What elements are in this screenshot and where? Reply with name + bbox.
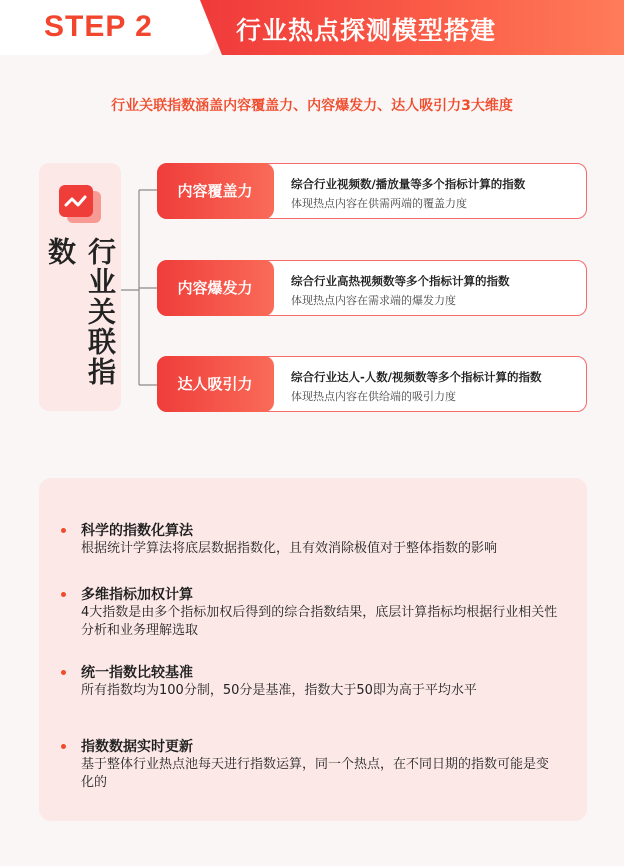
dimension-label: 内容爆发力 bbox=[157, 260, 274, 316]
features-panel bbox=[39, 478, 587, 821]
dimension-sub: 体现热点内容在供给端的吸引力度 bbox=[291, 390, 456, 403]
dimension-label: 达人吸引力 bbox=[157, 356, 274, 412]
chart-card-icon bbox=[57, 183, 105, 227]
connector-lines bbox=[121, 160, 161, 420]
dimension-main: 综合行业高热视频数等多个指标计算的指数 bbox=[291, 274, 510, 288]
feature-desc: 所有指数均为100分制，50分是基准，指数大于50即为高于平均水平 bbox=[81, 683, 477, 698]
dimension-label: 内容覆盖力 bbox=[157, 163, 274, 219]
step-label: STEP 2 bbox=[44, 10, 153, 43]
bullet-dot bbox=[61, 744, 66, 749]
bullet-dot bbox=[61, 670, 66, 675]
bullet-dot bbox=[61, 528, 66, 533]
feature-desc: 4大指数是由多个指标加权后得到的综合指数结果，底层计算指标均根据行业相关性分析和业务理解选取 bbox=[81, 605, 558, 638]
dimension-row bbox=[157, 260, 587, 316]
feature-title: 统一指数比较基准 bbox=[81, 665, 193, 681]
index-card-title: 行业关联指数 bbox=[44, 237, 117, 387]
dimension-sub: 体现热点内容在需求端的爆发力度 bbox=[291, 294, 456, 307]
subtitle: 行业关联指数涵盖内容覆盖力、内容爆发力、达人吸引力3大维度 bbox=[111, 98, 513, 114]
feature-title: 指数数据实时更新 bbox=[81, 739, 193, 755]
index-card bbox=[39, 163, 121, 411]
dimension-main: 综合行业达人-人数/视频数等多个指标计算的指数 bbox=[291, 370, 542, 384]
feature-desc: 根据统计学算法将底层数据指数化，且有效消除极值对于整体指数的影响 bbox=[81, 541, 498, 556]
feature-title: 多维指标加权计算 bbox=[81, 587, 193, 603]
feature-title: 科学的指数化算法 bbox=[81, 523, 193, 539]
page-title: 行业热点探测模型搭建 bbox=[236, 16, 497, 45]
page-header bbox=[0, 0, 624, 62]
dimension-row bbox=[157, 163, 587, 219]
feature-desc: 基于整体行业热点池每天进行指数运算，同一个热点，在不同日期的指数可能是变化的 bbox=[81, 757, 550, 790]
bullet-dot bbox=[61, 592, 66, 597]
dimension-sub: 体现热点内容在供需两端的覆盖力度 bbox=[291, 197, 467, 210]
dimension-main: 综合行业视频数/播放量等多个指标计算的指数 bbox=[291, 177, 526, 191]
dimension-row bbox=[157, 356, 587, 412]
